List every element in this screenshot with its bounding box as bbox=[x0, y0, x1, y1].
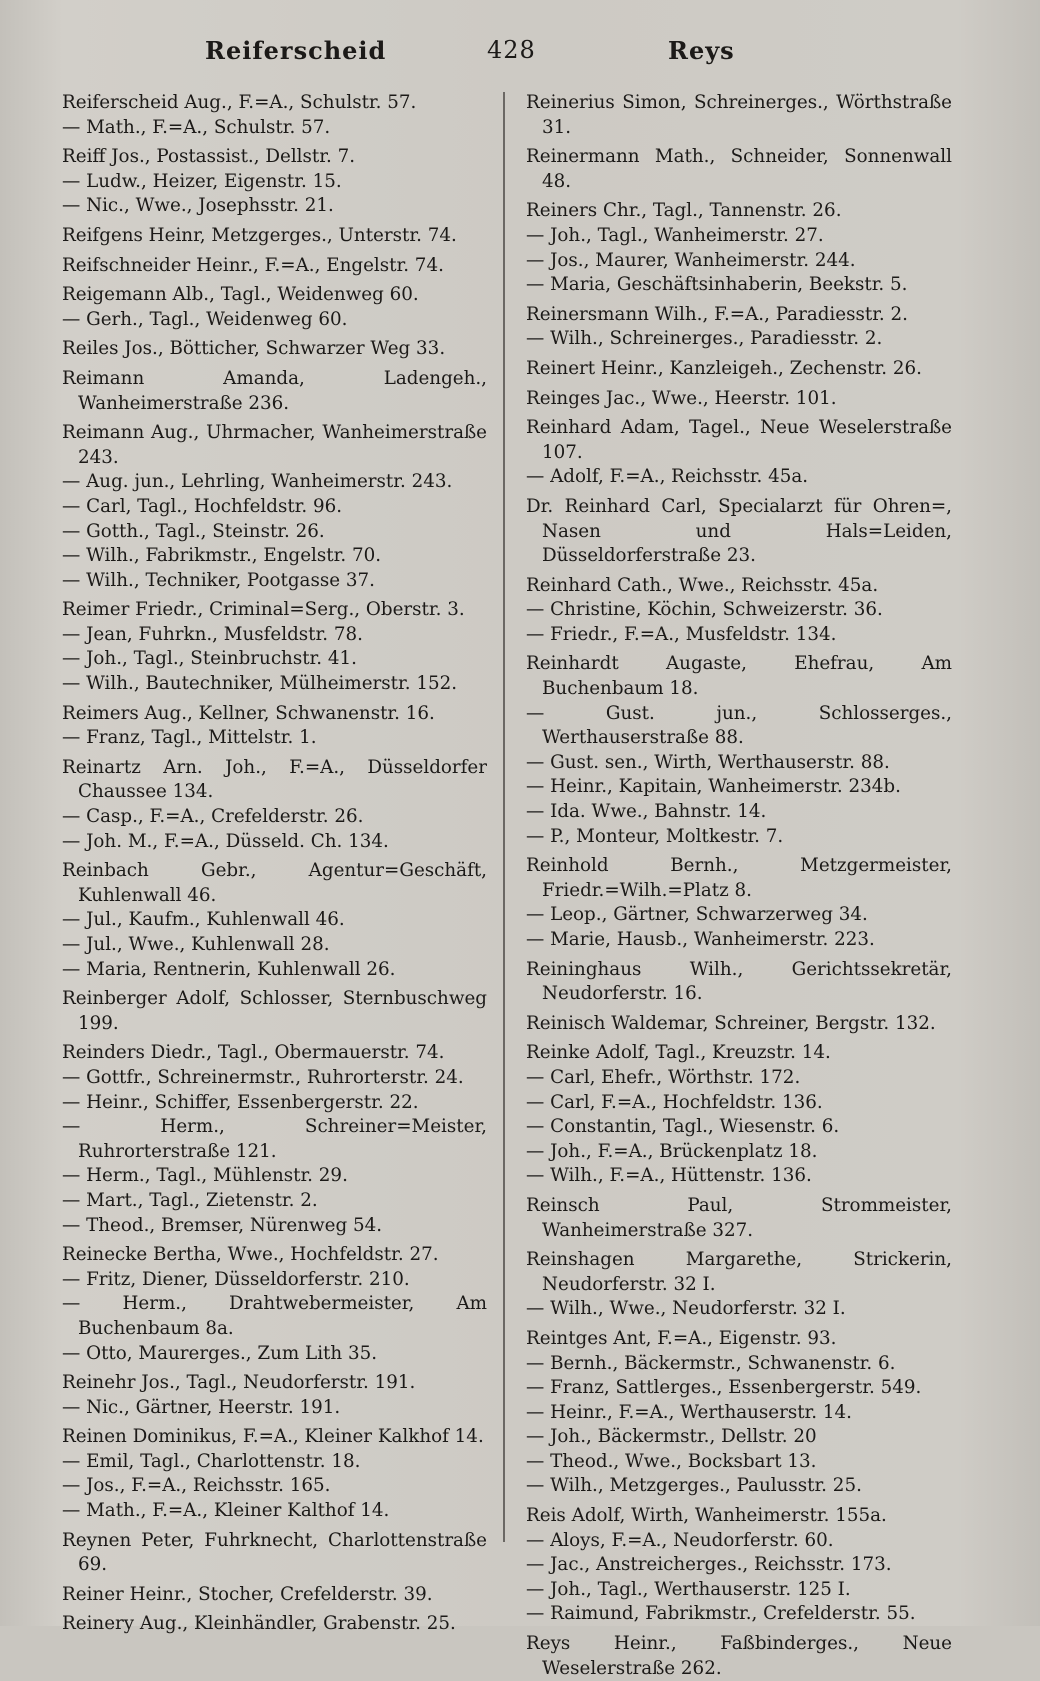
directory-entry: — Theod., Bremser, Nürenweg 54. bbox=[62, 1214, 383, 1236]
page-number: 428 bbox=[487, 36, 536, 64]
directory-entry: — Wilh., F.=A., Hüttenstr. 136. bbox=[526, 1165, 812, 1187]
page-header bbox=[0, 30, 1040, 70]
directory-entry: Reiferscheid Aug., F.=A., Schulstr. 57. bbox=[62, 92, 417, 113]
directory-entry: — Wilh., Techniker, Pootgasse 37. bbox=[62, 569, 375, 591]
directory-entry: — Gottfr., Schreinermstr., Ruhrorterstr. 24. bbox=[62, 1066, 464, 1088]
directory-entry: Reinders Diedr., Tagl., Obermauerstr. 74. bbox=[62, 1042, 445, 1064]
directory-entry: — Carl, Tagl., Hochfeldstr. 96. bbox=[62, 495, 343, 517]
directory-entry: — Math., F.=A., Kleiner Kalthof 14. bbox=[62, 1500, 390, 1522]
right-column bbox=[526, 86, 952, 1681]
directory-entry: — Nic., Wwe., Josephsstr. 21. bbox=[62, 195, 334, 217]
directory-entry: — Theod., Wwe., Bocksbart 13. bbox=[526, 1450, 817, 1472]
header-right-keyword: Reys bbox=[668, 36, 735, 65]
directory-entry: — Marie, Hausb., Wanheimerstr. 223. bbox=[526, 929, 875, 950]
directory-entry: — Bernh., Bäckermstr., Schwanenstr. 6. bbox=[526, 1352, 896, 1374]
directory-entry: — P., Monteur, Moltkestr. 7. bbox=[526, 825, 784, 847]
directory-entry: — Raimund, Fabrikmstr., Crefelderstr. 55. bbox=[526, 1603, 916, 1625]
directory-entry: Reinert Heinr., Kanzleigeh., Zechenstr. 26. bbox=[526, 357, 922, 379]
directory-entry: Reinehr Jos., Tagl., Neudorferstr. 191. bbox=[62, 1372, 416, 1394]
directory-entry: Reis Adolf, Wirth, Wanheimerstr. 155a. bbox=[526, 1505, 887, 1527]
directory-entry: Reinersmann Wilh., F.=A., Paradiesstr. 2. bbox=[526, 303, 908, 325]
directory-entry: Reimann Amanda, Ladengeh., Wanheimerstraße 236. bbox=[62, 367, 487, 414]
directory-entry: Reinberger Adolf, Schlosser, Sternbuschweg 199. bbox=[62, 988, 487, 1034]
directory-entry: Reinbach Gebr., Agentur=Geschäft, Kuhlenwall 46. bbox=[62, 860, 487, 906]
directory-entry: — Joh., Tagl., Wanheimerstr. 27. bbox=[526, 224, 824, 246]
directory-entry: — Wilh., Metzgerges., Paulusstr. 25. bbox=[526, 1475, 862, 1497]
directory-entry: Reinerius Simon, Schreinerges., Wörthstraße 31. bbox=[526, 92, 952, 138]
directory-entry: — Nic., Gärtner, Heerstr. 191. bbox=[62, 1396, 341, 1418]
directory-entry: — Mart., Tagl., Zietenstr. 2. bbox=[62, 1189, 318, 1211]
directory-entry: — Jos., F.=A., Reichsstr. 165. bbox=[62, 1475, 331, 1497]
directory-entry: — Casp., F.=A., Crefelderstr. 26. bbox=[62, 806, 364, 828]
directory-entry: Reinhard Adam, Tagel., Neue Weselerstraße 107. bbox=[526, 417, 952, 463]
directory-entry: — Emil, Tagl., Charlottenstr. 18. bbox=[62, 1450, 361, 1472]
directory-entry: — Wilh., Fabrikmstr., Engelstr. 70. bbox=[62, 545, 382, 567]
directory-entry: Reiners Chr., Tagl., Tannenstr. 26. bbox=[526, 200, 842, 222]
directory-entry: — Herm., Tagl., Mühlenstr. 29. bbox=[62, 1165, 348, 1187]
directory-entry: Reynen Peter, Fuhrknecht, Charlottenstraße 69. bbox=[62, 1529, 487, 1576]
directory-entry: — Heinr., F.=A., Werthauserstr. 14. bbox=[526, 1401, 852, 1423]
directory-entry: — Aug. jun., Lehrling, Wanheimerstr. 243. bbox=[62, 471, 453, 493]
directory-entry: — Gotth., Tagl., Steinstr. 26. bbox=[62, 520, 325, 542]
directory-entry: Reinecke Bertha, Wwe., Hochfeldstr. 27. bbox=[62, 1244, 439, 1266]
directory-entry: — Math., F.=A., Schulstr. 57. bbox=[62, 116, 331, 138]
directory-entry: Reys Heinr., Faßbinderges., Neue Weselerstraße 262. bbox=[526, 1633, 952, 1679]
directory-entry: — Friedr., F.=A., Musfeldstr. 134. bbox=[526, 623, 837, 645]
directory-entry: — Ida. Wwe., Bahnstr. 14. bbox=[526, 801, 767, 823]
directory-entry: — Joh., Tagl., Werthauserstr. 125 I. bbox=[526, 1578, 851, 1600]
directory-entry: Reiff Jos., Postassist., Dellstr. 7. bbox=[62, 146, 356, 168]
directory-entry: — Jul., Wwe., Kuhlenwall 28. bbox=[62, 934, 330, 955]
directory-entry: — Gerh., Tagl., Weidenweg 60. bbox=[62, 308, 348, 330]
directory-entry: — Jos., Maurer, Wanheimerstr. 244. bbox=[526, 249, 856, 271]
directory-entry: — Carl, F.=A., Hochfeldstr. 136. bbox=[526, 1091, 823, 1113]
header-left-keyword: Reiferscheid bbox=[205, 36, 387, 65]
directory-entry: — Jean, Fuhrkn., Musfeldstr. 78. bbox=[62, 623, 363, 645]
directory-entry: — Adolf, F.=A., Reichsstr. 45a. bbox=[526, 466, 809, 488]
directory-entry: — Carl, Ehefr., Wörthstr. 172. bbox=[526, 1066, 801, 1088]
directory-entry: — Joh., F.=A., Brückenplatz 18. bbox=[526, 1140, 818, 1162]
directory-entry: — Joh., Bäckermstr., Dellstr. 20 bbox=[526, 1426, 817, 1448]
directory-entry: — Gust. jun., Schlosserges., Werthauserstraße 88. bbox=[526, 702, 952, 749]
left-column bbox=[62, 86, 487, 1637]
directory-entry: Reiner Heinr., Stocher, Crefelderstr. 39. bbox=[62, 1583, 433, 1605]
directory-entry: Reifgens Heinr, Metzgerges., Unterstr. 74. bbox=[62, 224, 457, 246]
directory-entry: — Aloys, F.=A., Neudorferstr. 60. bbox=[526, 1529, 834, 1551]
directory-entry: Reinhold Bernh., Metzgermeister, Friedr.=Wilh.=Platz 8. bbox=[526, 855, 952, 901]
directory-entry: Reinartz Arn. Joh., F.=A., Düsseldorfer Chaussee 134. bbox=[62, 756, 487, 803]
directory-entry: — Wilh., Bautechniker, Mülheimerstr. 152. bbox=[62, 673, 458, 695]
directory-entry: — Joh. M., F.=A., Düsseld. Ch. 134. bbox=[62, 830, 389, 852]
directory-entry: Reiles Jos., Bötticher, Schwarzer Weg 33. bbox=[62, 338, 446, 360]
directory-entry: Reinges Jac., Wwe., Heerstr. 101. bbox=[526, 387, 837, 409]
directory-entry: — Maria, Rentnerin, Kuhlenwall 26. bbox=[62, 958, 396, 980]
directory-entry: — Wilh., Wwe., Neudorferstr. 32 I. bbox=[526, 1298, 846, 1320]
directory-entry: — Franz, Tagl., Mittelstr. 1. bbox=[62, 727, 317, 749]
directory-entry: Reinisch Waldemar, Schreiner, Bergstr. 132. bbox=[526, 1012, 936, 1034]
directory-entry: — Herm., Schreiner=Meister, Ruhrorterstraße 121. bbox=[62, 1116, 487, 1162]
directory-entry: Reinke Adolf, Tagl., Kreuzstr. 14. bbox=[526, 1042, 831, 1064]
directory-entry: Reinermann Math., Schneider, Sonnenwall 48. bbox=[526, 146, 952, 192]
directory-entry: — Gust. sen., Wirth, Werthauserstr. 88. bbox=[526, 751, 890, 773]
directory-entry: Reinhardt Augaste, Ehefrau, Am Buchenbaum 18. bbox=[526, 653, 952, 700]
directory-entry: — Heinr., Schiffer, Essenbergerstr. 22. bbox=[62, 1091, 419, 1113]
directory-entry: — Constantin, Tagl., Wiesenstr. 6. bbox=[526, 1116, 840, 1138]
directory-entry: Reinsch Paul, Strommeister, Wanheimerstraße 327. bbox=[526, 1194, 952, 1241]
directory-entry: — Maria, Geschäftsinhaberin, Beekstr. 5. bbox=[526, 274, 908, 296]
directory-entry: Reifschneider Heinr., F.=A., Engelstr. 74. bbox=[62, 254, 444, 276]
directory-entry: — Heinr., Kapitain, Wanheimerstr. 234b. bbox=[526, 776, 901, 798]
directory-entry: Reinen Dominikus, F.=A., Kleiner Kalkhof 14. bbox=[62, 1426, 484, 1448]
directory-entry: — Wilh., Schreinerges., Paradiesstr. 2. bbox=[526, 328, 883, 350]
directory-entry: Dr. Reinhard Carl, Specialarzt für Ohren=, Nasen und Hals=Leiden, Düsseldorferstraße 23. bbox=[526, 495, 952, 567]
directory-entry: — Otto, Maurerges., Zum Lith 35. bbox=[62, 1342, 378, 1364]
directory-entry: Reinhard Cath., Wwe., Reichsstr. 45a. bbox=[526, 574, 879, 596]
column-divider bbox=[503, 92, 505, 1542]
directory-entry: Reininghaus Wilh., Gerichtssekretär, Neudorferstr. 16. bbox=[526, 958, 952, 1005]
directory-entry: — Leop., Gärtner, Schwarzerweg 34. bbox=[526, 904, 868, 926]
directory-entry: — Franz, Sattlerges., Essenbergerstr. 549. bbox=[526, 1377, 922, 1399]
directory-entry: — Ludw., Heizer, Eigenstr. 15. bbox=[62, 170, 342, 192]
directory-entry: — Jul., Kaufm., Kuhlenwall 46. bbox=[62, 909, 345, 931]
directory-entry: — Joh., Tagl., Steinbruchstr. 41. bbox=[62, 648, 357, 670]
directory-entry: Reimann Aug., Uhrmacher, Wanheimerstraße 243. bbox=[62, 422, 487, 468]
directory-entry: Reimer Friedr., Criminal=Serg., Oberstr. 3. bbox=[62, 599, 465, 621]
directory-entry: Reigemann Alb., Tagl., Weidenweg 60. bbox=[62, 284, 419, 306]
directory-entry: Reinshagen Margarethe, Strickerin, Neudorferstr. 32 I. bbox=[526, 1249, 952, 1295]
directory-entry: Reimers Aug., Kellner, Schwanenstr. 16. bbox=[62, 702, 435, 724]
directory-entry: — Herm., Drahtwebermeister, Am Buchenbaum 8a. bbox=[62, 1293, 487, 1339]
directory-entry: — Jac., Anstreicherges., Reichsstr. 173. bbox=[526, 1554, 892, 1576]
directory-entry: Reinery Aug., Kleinhändler, Grabenstr. 25. bbox=[62, 1613, 456, 1635]
directory-entry: Reintges Ant, F.=A., Eigenstr. 93. bbox=[526, 1327, 837, 1349]
directory-entry: — Fritz, Diener, Düsseldorferstr. 210. bbox=[62, 1268, 410, 1290]
directory-entry: — Christine, Köchin, Schweizerstr. 36. bbox=[526, 599, 883, 621]
